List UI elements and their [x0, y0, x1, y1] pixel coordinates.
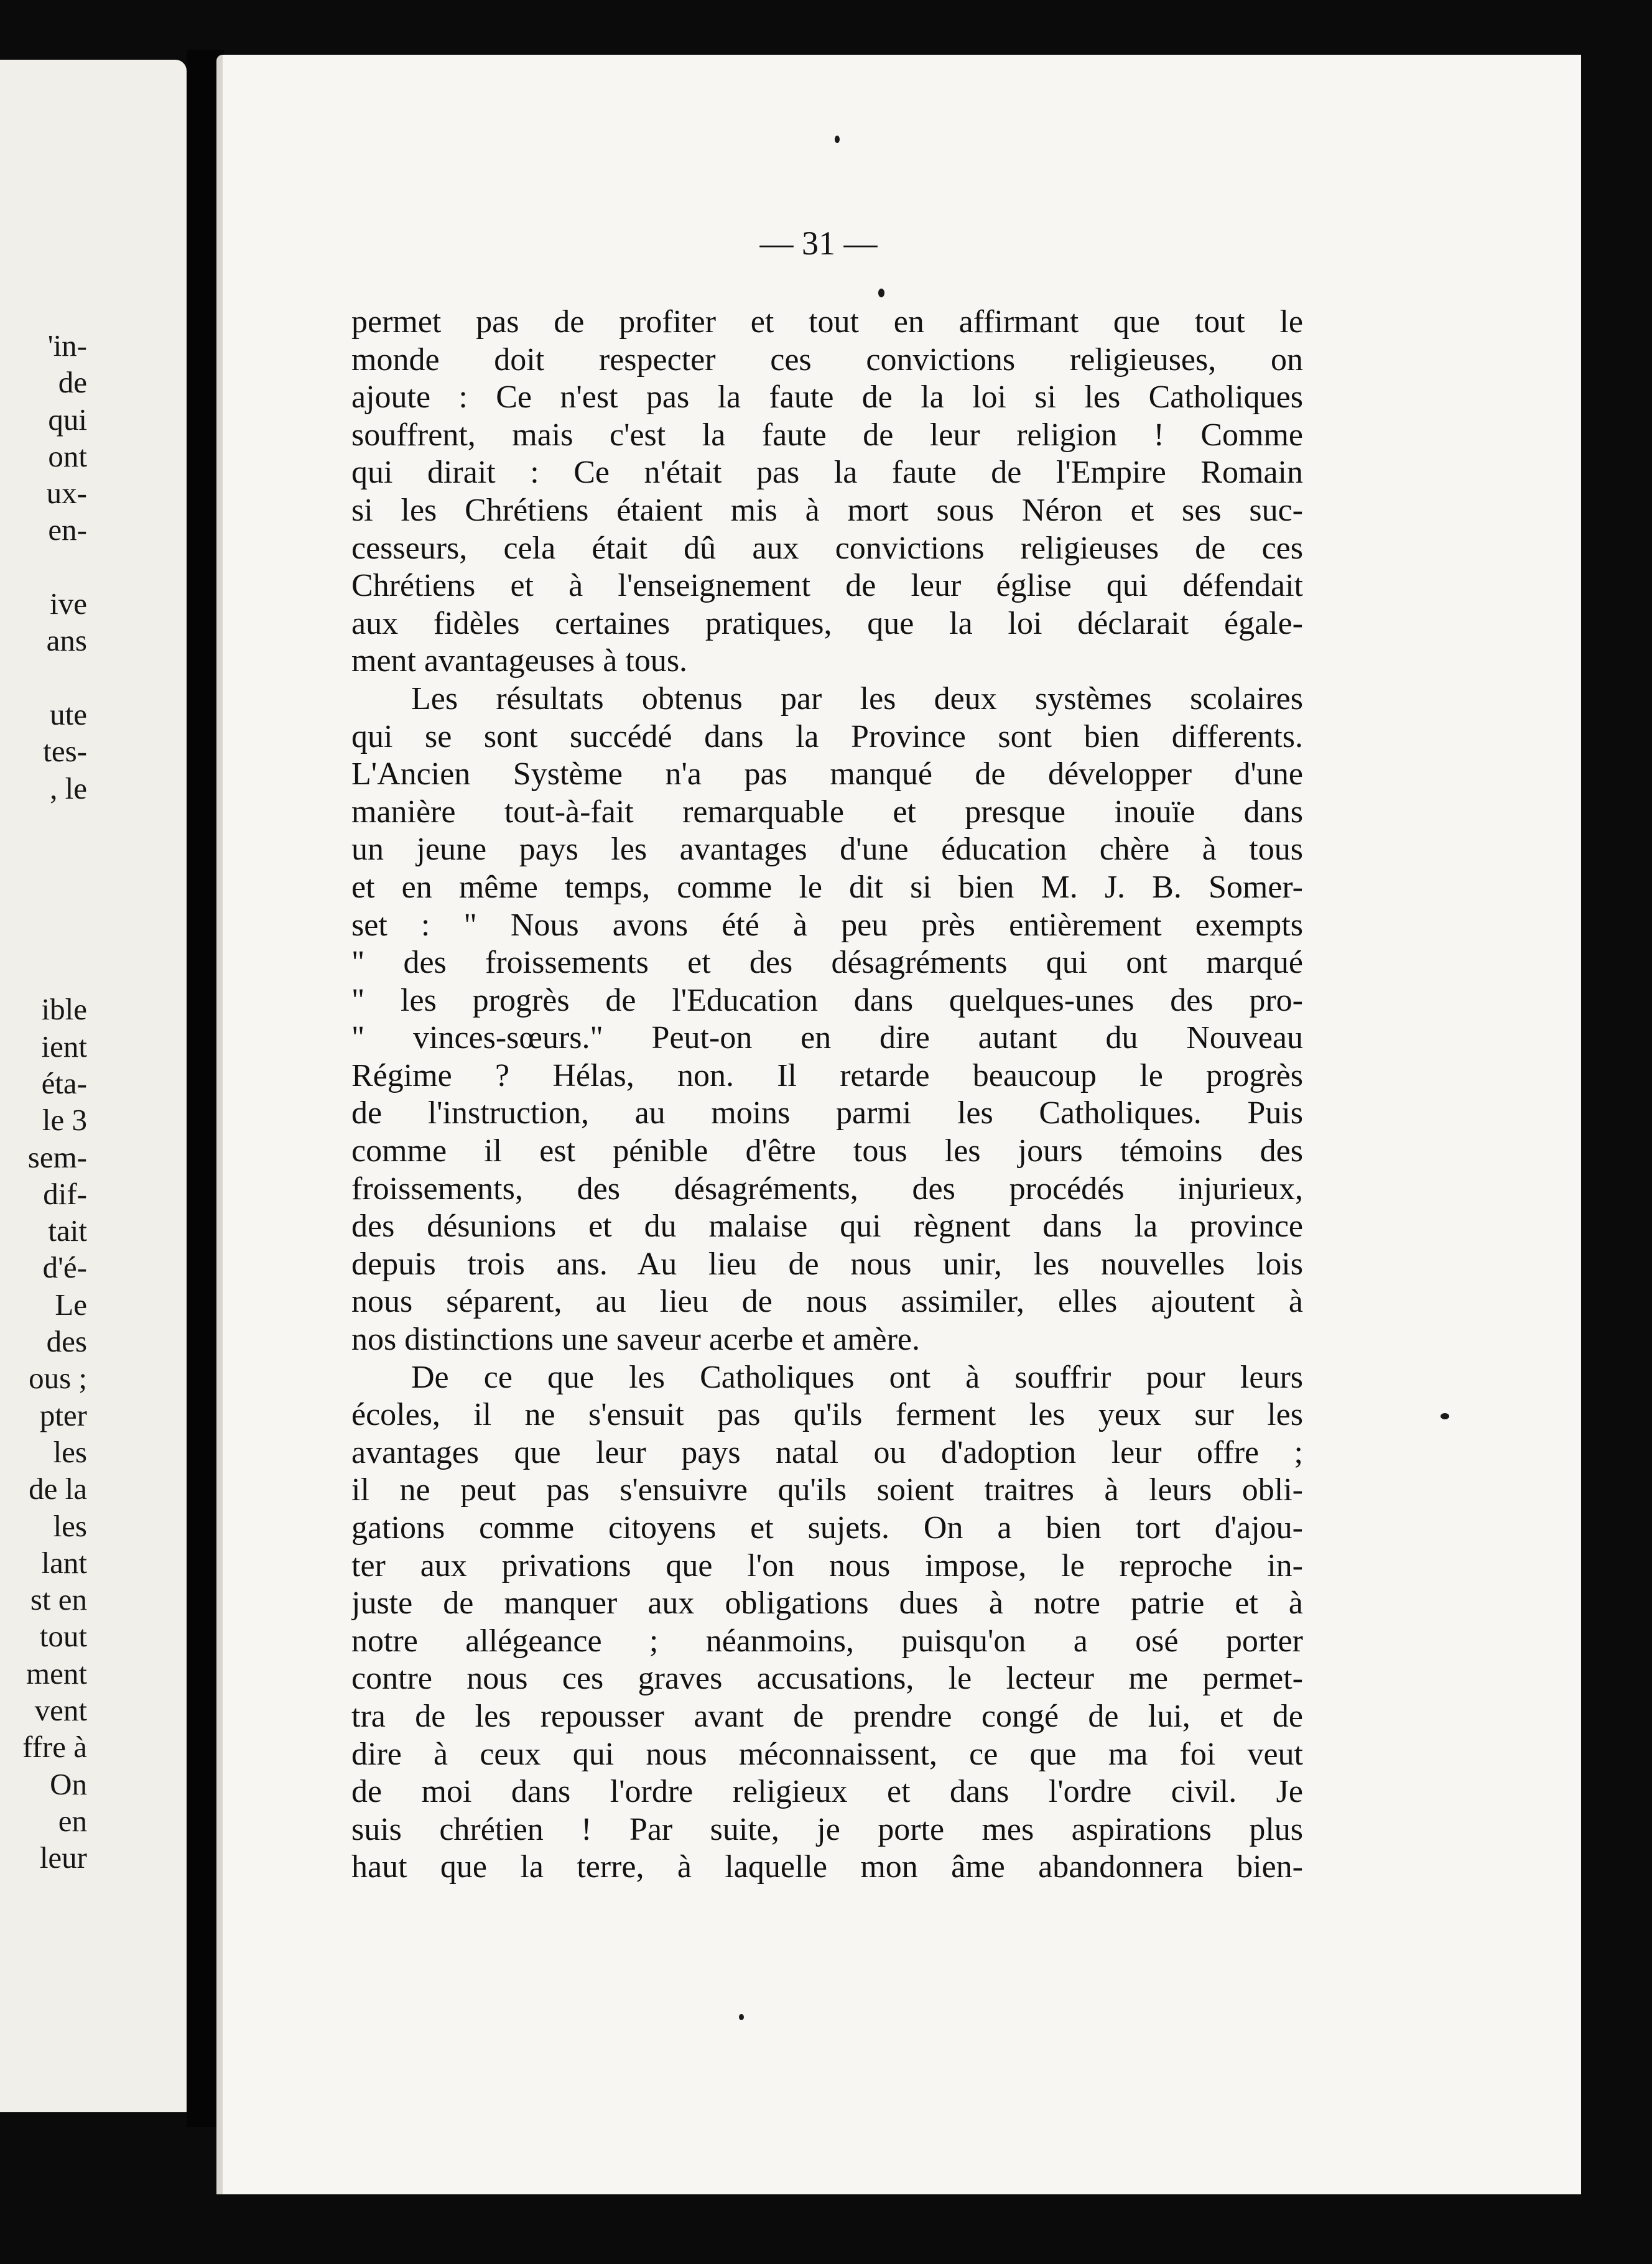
text-line: de moi dans l'ordre religieux et dans l'ordre civil. Je — [351, 1774, 1303, 1810]
text-line: manière tout-à-fait remarquable et presque inouïe dans — [351, 794, 1303, 830]
text-line: si les Chrétiens étaient mis à mort sous Néron et ses suc- — [351, 492, 1303, 528]
text-line: qui se sont succédé dans la Province sont bien differents. — [351, 718, 1303, 754]
facing-page-line: 'in- — [47, 328, 87, 363]
facing-page-line: en- — [48, 513, 87, 547]
text-line: nos distinctions une saveur acerbe et amère. — [351, 1322, 920, 1358]
facing-page-line: en — [58, 1803, 87, 1838]
facing-page-line: leur — [39, 1840, 87, 1875]
text-line: écoles, il ne s'ensuit pas qu'ils ferment les yeux sur les — [351, 1397, 1303, 1433]
facing-page-line — [0, 659, 87, 696]
facing-page-line — [0, 843, 87, 880]
text-line: un jeune pays les avantages d'une éducation chère à tous — [351, 832, 1303, 868]
print-speck — [1441, 1413, 1449, 1419]
text-line: De ce que les Catholiques ont à souffrir pour leurs — [411, 1359, 1303, 1395]
text-line: Les résultats obtenus par les deux systèmes scolaires — [411, 680, 1303, 717]
text-line: monde doit respecter ces convictions religieuses, on — [351, 341, 1303, 378]
facing-page-line — [0, 917, 87, 954]
print-speck — [878, 289, 884, 297]
text-line: depuis trois ans. Au lieu de nous unir, les nouvelles lois — [351, 1246, 1303, 1282]
facing-page-line: éta- — [41, 1065, 87, 1100]
facing-page-line — [0, 880, 87, 917]
facing-page-line: dif- — [43, 1176, 87, 1211]
text-line: notre allégeance ; néanmoins, puisqu'on a osé porter — [351, 1623, 1303, 1659]
text-line: avantages que leur pays natal ou d'adoption leur offre ; — [351, 1434, 1303, 1470]
text-line: " vinces-sœurs." Peut-on en dire autant du Nouveau — [351, 1020, 1303, 1056]
text-line: de l'instruction, au moins parmi les Catholiques. Puis — [351, 1095, 1303, 1131]
text-line: froissements, des désagréments, des procédés injurieux, — [351, 1171, 1303, 1207]
facing-page-line: ient — [41, 1029, 87, 1064]
facing-page-fragment — [0, 60, 187, 2112]
text-line: Régime ? Hélas, non. Il retarde beaucoup le progrès — [351, 1057, 1303, 1093]
facing-page-line: de la — [29, 1472, 87, 1506]
facing-page-line: ive — [50, 587, 87, 621]
text-line: L'Ancien Système n'a pas manqué de développer d'une — [351, 756, 1303, 792]
text-line: ment avantageuses à tous. — [351, 643, 688, 679]
text-line: comme il est pénible d'être tous les jours témoins des — [351, 1133, 1303, 1169]
facing-page-line: ute — [50, 697, 87, 731]
print-speck — [835, 136, 840, 143]
facing-page-line: Le — [55, 1287, 87, 1322]
text-line: permet pas de profiter et tout en affirmant que tout le — [351, 304, 1303, 340]
text-line: nous séparent, au lieu de nous assimiler, elles ajoutent à — [351, 1284, 1303, 1320]
text-line: qui dirait : Ce n'était pas la faute de l'Empire Romain — [351, 455, 1303, 491]
text-line: tra de les repousser avant de prendre congé de lui, et de — [351, 1698, 1303, 1734]
facing-page-line: tes- — [43, 734, 87, 769]
text-line: ter aux privations que l'on nous impose, le reproche in- — [351, 1547, 1303, 1584]
facing-page-line: , le — [50, 771, 87, 805]
facing-page-line: d'é- — [42, 1250, 87, 1285]
facing-page-line: ux- — [46, 476, 87, 511]
text-line: et en même temps, comme le dit si bien M. J. B. Somer- — [351, 869, 1303, 905]
facing-page-line — [0, 549, 87, 585]
facing-page-line: ont — [48, 438, 87, 473]
text-line: suis chrétien ! Par suite, je porte mes aspirations plus — [351, 1811, 1303, 1847]
print-speck — [739, 2014, 744, 2020]
text-line: des désunions et du malaise qui règnent dans la province — [351, 1209, 1303, 1245]
facing-page-line: ans — [46, 623, 87, 658]
text-line: " les progrès de l'Education dans quelques-unes des pro- — [351, 982, 1303, 1018]
text-line: il ne peut pas s'ensuivre qu'ils soient traitres à leurs obli- — [351, 1472, 1303, 1508]
facing-page-line: ous ; — [29, 1361, 87, 1396]
facing-page-line — [0, 954, 87, 991]
facing-page-line: des — [46, 1324, 87, 1359]
body-text — [351, 304, 1303, 1886]
facing-page-line: de — [58, 365, 87, 400]
facing-page-line: ffre à — [22, 1730, 87, 1765]
facing-page-line: ible — [41, 992, 87, 1027]
facing-page-line: le 3 — [42, 1103, 87, 1138]
text-line: dire à ceux qui nous méconnaissent, ce que ma foi veut — [351, 1736, 1303, 1772]
facing-page-line: lant — [41, 1545, 87, 1580]
text-line: cesseurs, cela était dû aux convictions religieuses de ces — [351, 530, 1303, 566]
facing-page-line: qui — [48, 402, 87, 437]
facing-page-line: pter — [39, 1398, 87, 1432]
facing-page-line: les — [53, 1508, 87, 1543]
text-line: ajoute : Ce n'est pas la faute de la loi si les Catholiques — [351, 379, 1303, 415]
text-line: souffrent, mais c'est la faute de leur religion ! Comme — [351, 417, 1303, 453]
text-line: contre nous ces graves accusations, le lecteur me permet- — [351, 1661, 1303, 1697]
text-line: Chrétiens et à l'enseignement de leur église qui défendait — [351, 568, 1303, 604]
facing-page-line: tait — [48, 1213, 87, 1248]
text-line: aux fidèles certaines pratiques, que la loi déclarait égale- — [351, 605, 1303, 641]
facing-page-line: vent — [34, 1692, 87, 1727]
text-line: juste de manquer aux obligations dues à notre patrie et à — [351, 1585, 1303, 1621]
facing-page-line — [0, 807, 87, 843]
text-line: gations comme citoyens et sujets. On a bien tort d'ajou- — [351, 1510, 1303, 1546]
facing-page-line: les — [53, 1434, 87, 1469]
page-number: — 31 — — [759, 225, 878, 262]
text-line: set : " Nous avons été à peu près entièrement exempts — [351, 907, 1303, 943]
facing-page-line: On — [50, 1766, 87, 1801]
text-line: haut que la terre, à laquelle mon âme abandonnera bien- — [351, 1849, 1303, 1885]
facing-page-line: sem- — [27, 1139, 87, 1174]
facing-page-line: ment — [26, 1656, 87, 1691]
text-line: " des froissements et des désagréments qui ont marqué — [351, 945, 1303, 981]
facing-page-text — [0, 327, 87, 1876]
facing-page-line: st en — [30, 1582, 87, 1617]
facing-page-line: tout — [39, 1619, 87, 1654]
